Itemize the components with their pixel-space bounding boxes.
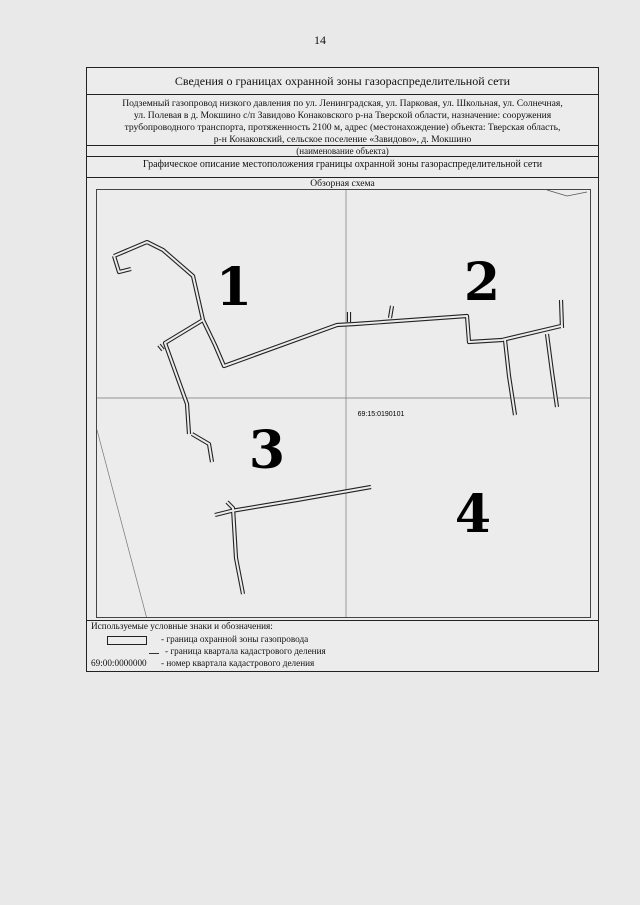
- quadrant-number: 1: [215, 257, 253, 318]
- object-description-line: р-н Конаковский, сельское поселение «Завидово», д. Мокшино: [213, 134, 472, 145]
- quadrant-number: 3: [248, 420, 286, 481]
- overview-map: [96, 189, 591, 618]
- section-title: Графическое описание местоположения границы охранной зоны газораспределительной сети: [87, 157, 598, 178]
- legend-item-quarter: - граница квартала кадастрового деления: [165, 646, 326, 656]
- object-description-line: ул. Полевая в д. Мокшино с/п Завидово Конаковского р-на Тверской области, назначение: сооружения: [133, 110, 552, 121]
- page-number: 14: [314, 33, 326, 47]
- quarter-boundary-corner: [547, 190, 587, 196]
- object-label: (наименование объекта): [87, 146, 598, 157]
- quarter-boundary-diagonal: [97, 430, 147, 618]
- info-table: [86, 67, 599, 672]
- quadrant-number: 2: [463, 252, 501, 313]
- legend-item-number: - номер квартала кадастрового деления: [161, 658, 315, 668]
- object-description: [87, 95, 598, 146]
- quarter-boundary-symbol: [149, 653, 159, 654]
- object-description-line: трубопроводного транспорта, протяженность 2100 м, адрес (местонахождение) объекта: Тверская область,: [124, 122, 561, 133]
- cadastral-number-label: 69:15:0190101: [357, 411, 405, 418]
- map-drawing: [97, 190, 591, 618]
- map-title: Обзорная схема: [310, 178, 375, 189]
- legend: [87, 621, 598, 673]
- quadrant-number: 4: [454, 484, 492, 545]
- protection-zone-symbol: [107, 636, 147, 645]
- document-title: Сведения о границах охранной зоны газораспределительной сети: [87, 68, 598, 95]
- object-description-line: Подземный газопровод низкого давления по ул. Ленинградская, ул. Парковая, ул. Школьная, ул. Солнечная,: [122, 98, 563, 109]
- legend-item-zone: - граница охранной зоны газопровода: [161, 634, 309, 644]
- legend-item-number-symbol: 69:00:0000000: [91, 658, 147, 668]
- legend-title: Используемые условные знаки и обозначения:: [91, 621, 273, 631]
- overview-scheme: [87, 178, 598, 621]
